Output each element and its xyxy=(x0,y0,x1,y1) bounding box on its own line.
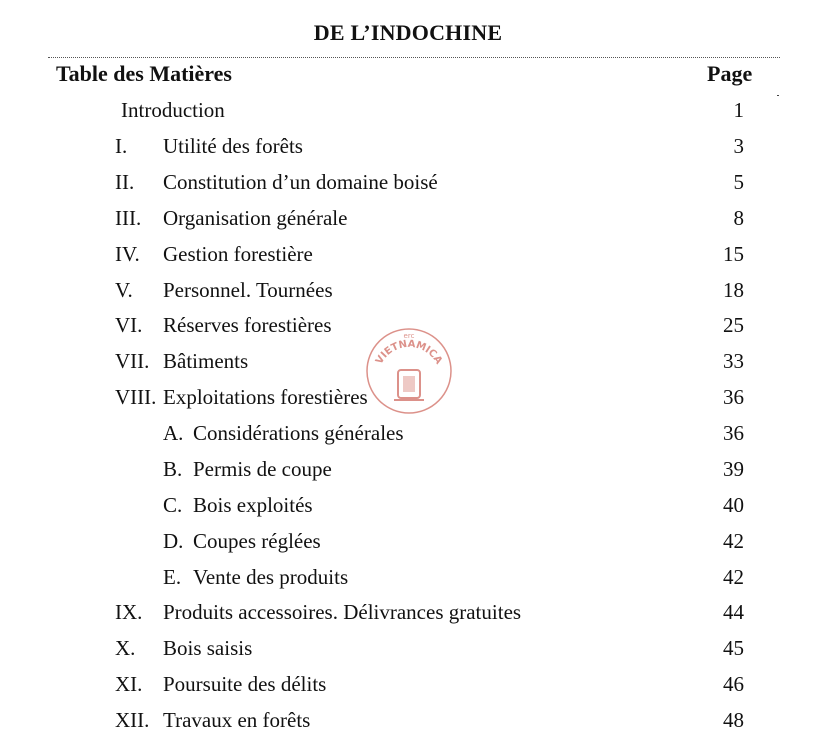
toc-entry-page: 48 xyxy=(723,708,744,732)
toc-entry-number: IX. xyxy=(115,600,143,624)
svg-text:VIETNAMICA: VIETNAMICA xyxy=(373,338,445,367)
toc-entry-number: B. xyxy=(163,457,183,481)
toc-entry-label: Utilité des forêts xyxy=(163,134,303,158)
toc-entry-page: 39 xyxy=(723,457,744,481)
toc-entry-label: Permis de coupe xyxy=(193,457,332,481)
toc-entry-label: Bâtiments xyxy=(163,349,249,373)
toc-entry xyxy=(0,170,816,200)
toc-entry-page: 46 xyxy=(723,672,744,696)
toc-entry-label: Poursuite des délits xyxy=(163,672,327,696)
toc-entry-number: VIII. xyxy=(115,385,157,409)
toc-entry-label: Travaux en forêts xyxy=(163,708,311,732)
toc-entry-number: III. xyxy=(115,206,142,230)
toc-heading: Table des Matières xyxy=(56,61,232,86)
toc-subentry xyxy=(0,493,816,523)
toc-entry xyxy=(0,98,816,128)
toc-entry-page: 33 xyxy=(723,349,744,373)
toc-entry-number: II. xyxy=(115,170,135,194)
page-title: DE L’INDOCHINE xyxy=(313,20,503,45)
toc-entry-number: VII. xyxy=(115,349,150,373)
toc-entry xyxy=(0,278,816,308)
toc-entry-number: XI. xyxy=(115,672,143,696)
toc-subentry xyxy=(0,421,816,451)
toc-entry xyxy=(0,242,816,272)
toc-entry-number: D. xyxy=(163,529,184,553)
toc-entry-label: Exploitations forestières xyxy=(163,385,368,409)
toc-entry-page: 1 xyxy=(733,98,744,122)
toc-entry-label: Produits accessoires. Délivrances gratuites xyxy=(163,600,522,624)
toc-subentry xyxy=(0,457,816,487)
toc-entry xyxy=(0,708,816,738)
toc-entry-page: 8 xyxy=(733,206,744,230)
toc-entry-label: Constitution d’un domaine boisé xyxy=(163,170,438,194)
toc-entry-page: 42 xyxy=(723,565,744,589)
toc-entry-number: C. xyxy=(163,493,183,517)
toc-entry-label: Organisation générale xyxy=(163,206,348,230)
toc-entry-number: IV. xyxy=(115,242,140,266)
toc-entry-label: Considérations générales xyxy=(193,421,404,445)
toc-entry-number: XII. xyxy=(115,708,150,732)
toc-entry xyxy=(0,600,816,630)
scan-speck xyxy=(777,95,779,96)
toc-entry-number: A. xyxy=(163,421,184,445)
toc-entry-number: I. xyxy=(115,134,128,158)
toc-entry-number: V. xyxy=(115,278,133,302)
toc-entry-page: 5 xyxy=(733,170,744,194)
svg-text:erc: erc xyxy=(403,332,415,340)
toc-entry-number: VI. xyxy=(115,313,143,337)
toc-entry-label: Gestion forestière xyxy=(163,242,313,266)
toc-entry-page: 25 xyxy=(723,313,744,337)
page-column-heading: Page xyxy=(707,61,753,86)
toc-entry-number: E. xyxy=(163,565,182,589)
toc-entry-number: X. xyxy=(115,636,136,660)
toc-entry-page: 36 xyxy=(723,385,744,409)
dotted-divider xyxy=(48,57,780,58)
toc-entry-page: 44 xyxy=(723,600,744,624)
toc-entry-page: 3 xyxy=(733,134,744,158)
toc-entry-label: Coupes réglées xyxy=(193,529,321,553)
toc-entry xyxy=(0,206,816,236)
toc-entry-page: 40 xyxy=(723,493,744,517)
toc-entry-label: Introduction xyxy=(121,98,225,122)
toc-subentry xyxy=(0,565,816,595)
toc-entry xyxy=(0,672,816,702)
toc-entry-label: Bois exploités xyxy=(193,493,313,517)
toc-entry-page: 42 xyxy=(723,529,744,553)
toc-entry-page: 45 xyxy=(723,636,744,660)
toc-subentry xyxy=(0,529,816,559)
toc-entry xyxy=(0,134,816,164)
toc-entry-label: Réserves forestières xyxy=(163,313,332,337)
toc-entry-page: 36 xyxy=(723,421,744,445)
watermark-stamp-icon xyxy=(364,326,454,416)
toc-entry-label: Bois saisis xyxy=(163,636,253,660)
toc-entry-label: Vente des produits xyxy=(193,565,349,589)
toc-entry-label: Personnel. Tournées xyxy=(163,278,333,302)
toc-entry xyxy=(0,636,816,666)
toc-entry-page: 18 xyxy=(723,278,744,302)
toc-entry-page: 15 xyxy=(723,242,744,266)
